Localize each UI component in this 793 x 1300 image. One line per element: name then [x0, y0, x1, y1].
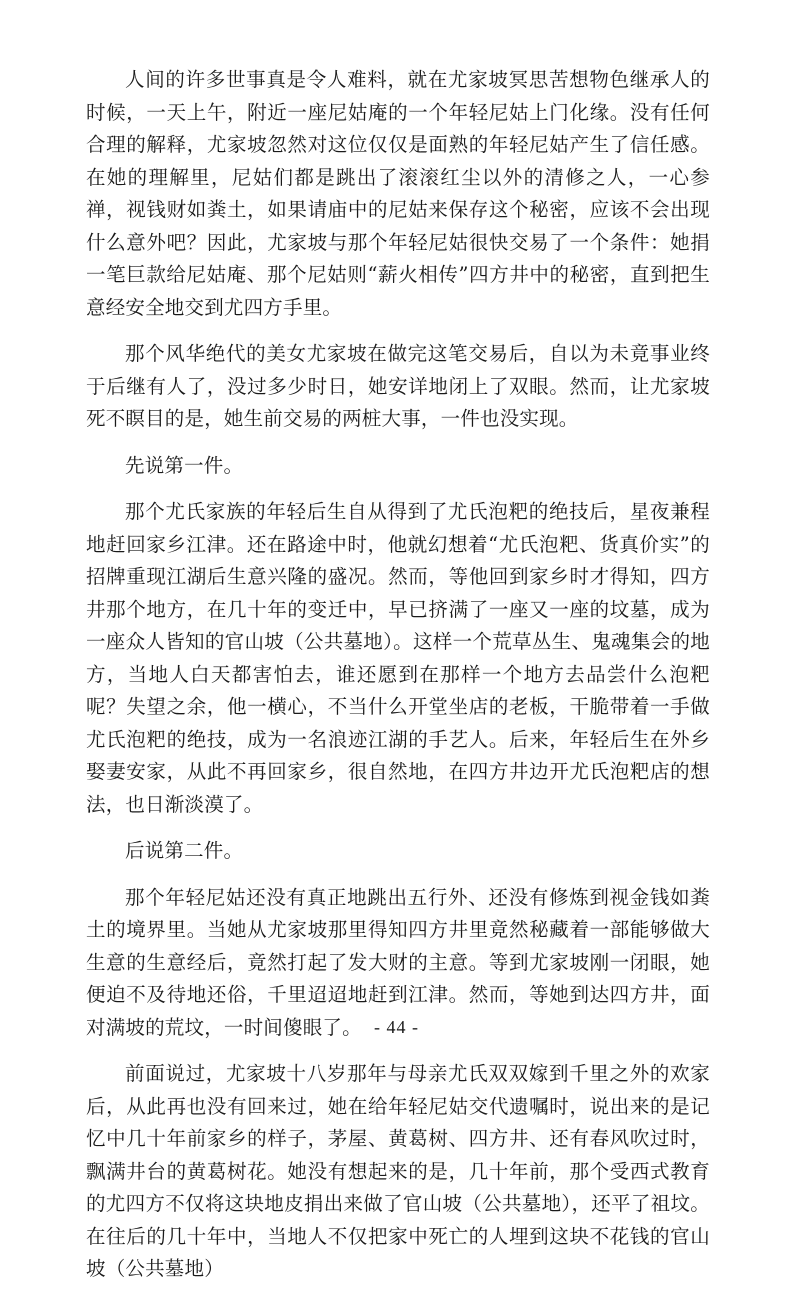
paragraph-6: 那个年轻尼姑还没有真正地跳出五行外、还没有修炼到视金钱如粪土的境界里。当她从尤家坡那里得知四方井里竟然秘藏着一部能够做大生意的生意经后，竟然打起了发大财的主意。等到尤家坡刚一闭眼，她便迫不及待地还俗，千里迢迢地赶到江津。然而，等她到达四方井，面对满坡的荒坟，一时间傻眼了。: [86, 885, 710, 1039]
paragraph-3: 先说第一件。: [125, 453, 244, 477]
paragraph-1: 人间的许多世事真是令人难料，就在尤家坡冥思苦想物色继承人的时候，一天上午，附近一座尼姑庵的一个年轻尼姑上门化缘。没有任何合理的解释，尤家坡忽然对这位仅仅是面熟的年轻尼姑产生了信任感。在她的理解里，尼姑们都是跳出了滚滚红尘以外的清修之人，一心参禅，视钱财如粪土，如果请庙中的尼姑来保存这个秘密，应该不会出现什么意外吧？因此，尤家坡与那个年轻尼姑很快交易了一个条件：她捐一笔巨款给尼姑庵、那个尼姑则“薪火相传”四方井中的秘密，直到把生意经安全地交到尤四方手里。: [86, 68, 710, 319]
document-body: [86, 64, 710, 1300]
paragraph-4: 那个尤氏家族的年轻后生自从得到了尤氏泡粑的绝技后，星夜兼程地赶回家乡江津。还在路途中时，他就幻想着“尤氏泡粑、货真价实”的招牌重现江湖后生意兴隆的盛况。然而，等他回到家乡时才得知，四方井那个地方，在几十年的变迁中，早已挤满了一座又一座的坟墓，成为一座众人皆知的官山坡（公共墓地）。这样一个荒草丛生、鬼魂集会的地方，当地人白天都害怕去，谁还愿到在那样一个地方去品尝什么泡粑呢？失望之余，他一横心，不当什么开堂坐店的老板，干脆带着一手做尤氏泡粑的绝技，成为一名浪迹江湖的手艺人。后来，年轻后生在外乡娶妻安家，从此不再回家乡，很自然地，在四方井边开尤氏泡粑店的想法，也日渐淡漠了。: [86, 500, 710, 816]
paragraph-7: 前面说过，尤家坡十八岁那年与母亲尤氏双双嫁到千里之外的欢家后，从此再也没有回来过，她在给年轻尼姑交代遗嘱时，说出来的是记忆中几十年前家乡的样子，茅屋、黄葛树、四方井、还有春风吹过时，飘满井台的黄葛树花。她没有想起来的是，几十年前，那个受西式教育的尤四方不仅将这块地皮捐出来做了官山坡（公共墓地），还平了祖坟。在往后的几十年中，当地人不仅把家中死亡的人埋到这块不花钱的官山坡（公共墓地）: [86, 1062, 710, 1280]
paragraph-5: 后说第二件。: [125, 839, 244, 862]
paragraph-2: 那个风华绝代的美女尤家坡在做完这笔交易后，自以为未竟事业终于后继有人了，没过多少时日，她安详地闭上了双眼。然而，让尤家坡死不瞑目的是，她生前交易的两桩大事，一件也没实现。: [86, 342, 710, 430]
page-number: - 44 -: [374, 1017, 419, 1037]
